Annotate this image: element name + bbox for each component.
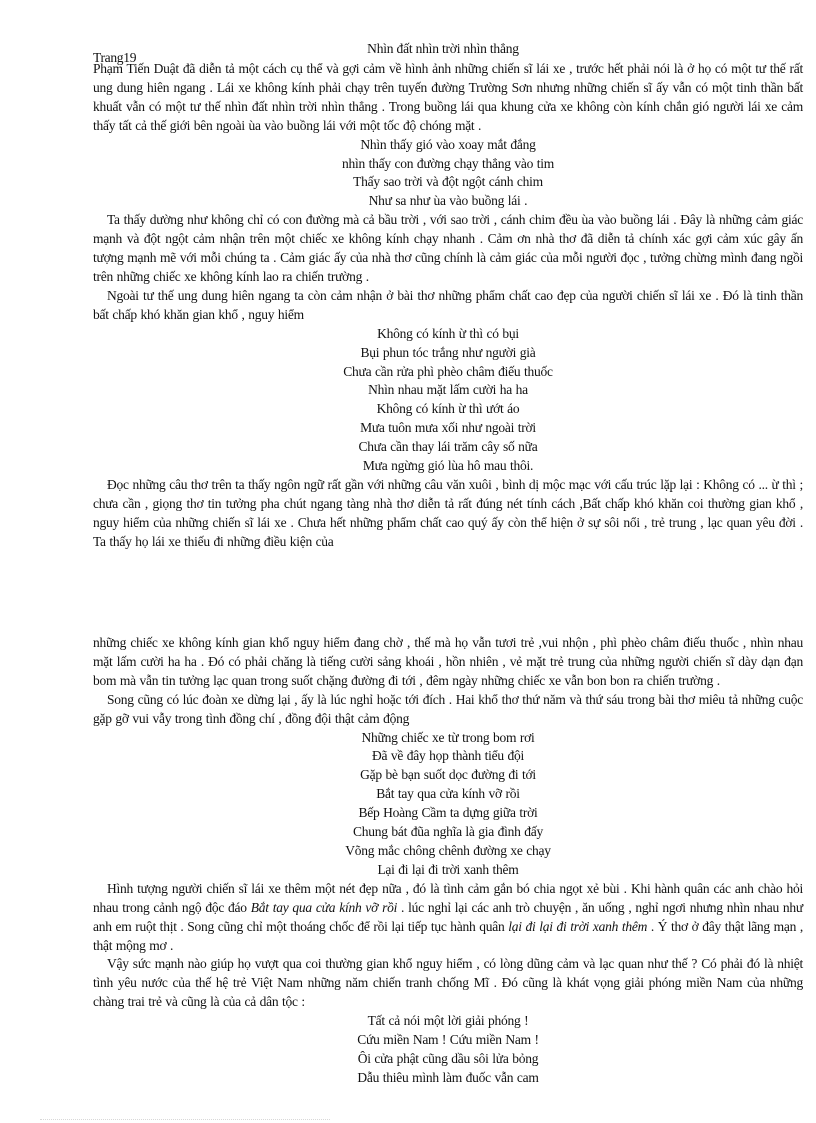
verse-line: Mưa ngừng gió lùa hô mau thôi. (362, 458, 534, 474)
paragraph-image-text: Hình tượng người chiến sĩ lái xe thêm một nét đẹp nữa , đó là tình cảm gắn bó chia ngọt xẻ bùi . Khi hành quân các anh chào hỏi nhau trong cảnh ngộ độc đáo (93, 880, 803, 915)
verse-line: Bếp Hoàng Cầm ta dựng giữa trời (358, 805, 538, 821)
verse-line: Thấy sao trời và đột ngột cánh chim (353, 174, 543, 190)
paragraph-comrades: Song cũng có lúc đoàn xe dừng lại , ấy là lúc nghỉ hoặc tới đích . Hai khổ thơ thứ năm và thứ sáu trong bài thơ miêu tả những cuộc gặp gỡ vui vẫy trong tình đồng chí , đồng đội thật cảm động (93, 691, 803, 726)
quote-emphasis: Bắt tay qua cửa kính vỡ rồi (250, 899, 398, 915)
verse-line: Những chiếc xe từ trong bom rơi (361, 729, 535, 745)
verse-line: Lại đi lại đi trời xanh thêm (377, 861, 519, 877)
verse-line: Chưa cần rửa phì phèo châm điếu thuốc (343, 363, 553, 379)
paragraph-feeling: Ta thấy dường như không chỉ có con đường mà cả bầu trời , với sao trời , cánh chim đều ùa vào buồng lái . Đây là những cảm giác mạnh và đột ngột cảm nhận trên một chiếc xe không kính chạy nhanh . Cảm ơn nhà thơ đã diễn tả chính xác gợi cảm xúc gây ấn tượng mạnh mẽ với mỗi chúng ta . Cảm giác ấy của nhà thơ cũng chính là cảm giác của mỗi người đọc , tưởng chừng mình đang ngồi trên những chiếc xe không kính lao ra chiến trường . (93, 212, 803, 284)
verse-line: Đã về đây họp thành tiểu đội (372, 748, 524, 764)
paragraph-image (93, 880, 803, 956)
verse-line: Chung bát đũa nghĩa là gia đình đấy (352, 824, 544, 840)
verse-line: nhìn thấy con đường chạy thẳng vào tim (341, 155, 555, 171)
paragraph-image-text: . lúc nghỉ lại các anh trò chuyện , ăn uống , nghỉ ngơi nhưng nhìn nhau như anh em ruột thịt . Song cũng chỉ một thoáng chốc để rồi lại tiếp tục hành quân (93, 899, 803, 934)
verse-line: Dẫu thiêu mình làm đuốc vẫn cam (357, 1069, 539, 1085)
section-title: Nhìn đất nhìn trời nhìn thẳng (367, 41, 519, 56)
verse-line: Ôi cửa phật cũng dầu sôi lửa bỏng (357, 1050, 539, 1066)
verse-line: Tất cả nói một lời giải phóng ! (367, 1013, 529, 1029)
footer-divider (40, 1119, 330, 1120)
verse-line: Gặp bè bạn suốt dọc đường đi tới (360, 767, 536, 783)
text-block-2 (93, 634, 803, 1088)
verse-line: Cứu miền Nam ! Cứu miền Nam ! (357, 1032, 539, 1048)
verse-line: Bắt tay qua cửa kính vỡ rồi (376, 786, 520, 802)
verse-line: Chưa cần thay lái trăm cây số nữa (358, 439, 538, 455)
paragraph-intro: Phạm Tiến Duật đã diễn tả một cách cụ thể và gợi cảm về hình ảnh những chiến sĩ lái xe , trước hết phải nói là ở họ có một tư thế rất ung dung hiên ngang . Lái xe không kính phải chạy trên tuyến đường Trường Sơn nhưng những chiến sĩ ấy vẫn có một tinh thần bất khuất vẫn có một tư thế nhìn đất nhìn trời nhìn thẳng . Trong buồng lái qua khung cửa xe không còn kính chắn gió người lái xe cảm thấy tất cả thế giới bên ngoài ùa vào buồng lái với một tốc độ chóng mặt . (93, 61, 803, 133)
verse-line: Bụi phun tóc trắng như người già (360, 344, 536, 360)
paragraph-qualities: Ngoài tư thế ung dung hiên ngang ta còn cảm nhận ở bài thơ những phẩm chất cao đẹp của người chiến sĩ lái xe . Đó là tinh thần bất chấp khó khăn gian khổ , nguy hiểm (93, 287, 803, 322)
verse-line: Võng mắc chông chênh đường xe chạy (345, 842, 551, 858)
paragraph-strength: Vậy sức mạnh nào giúp họ vượt qua coi thường gian khổ nguy hiểm , có lòng dũng cảm và lạc quan như thế ? Có phải đó là nhiệt tình yêu nước của thế hệ trẻ Việt Nam những năm chiến tranh chống Mĩ . Đó cũng là khát vọng giải phóng miền Nam của những chàng trai trẻ và cũng là của cả dân tộc : (93, 956, 803, 1010)
page-header (93, 41, 793, 65)
quote-emphasis: lại đi lại đi trời xanh thêm (508, 918, 648, 934)
verse-line: Không có kính ừ thì ướt áo (376, 401, 520, 417)
verse-line: Nhìn nhau mặt lấm cười ha ha (368, 382, 528, 398)
page-number-label: Trang19 (93, 50, 137, 65)
paragraph-continue: những chiếc xe không kính gian khổ nguy hiểm đang chờ , thế mà họ vẫn tươi trẻ ,vui nhộn , phì phèo châm điếu thuốc , nhìn nhau mặt lấm cười ha ha . Đó có phải chăng là tiếng cười sảng khoái , hồn nhiên , vẻ mặt trẻ trung của những người chiến sĩ dày dạn đạn bom mà vẫn tin tưởng lạc quan trong suốt chặng đường đi tới , đêm ngày những chiếc xe vẫn bon bon ra chiến trường . (93, 635, 803, 688)
verse-line: Không có kính ừ thì có bụi (377, 325, 519, 341)
paragraph-image-text: . Ý thơ ở đây thật lãng mạn , thật mộng mơ . (93, 918, 804, 953)
text-block-1 (93, 60, 803, 552)
paragraph-reading: Đọc những câu thơ trên ta thấy ngôn ngữ rất gần với những câu văn xuôi , bình dị mộc mạc với cấu trúc lặp lại : Không có ... ừ thì ; chưa cần , giọng thơ tin tưởng pha chút ngang tàng nhà thơ diễn tả rất đúng nét tính cách ,Bất chấp khó khăn coi thường gian khổ , nguy hiểm của những chiến sĩ lái xe . Chưa hết những phẩm chất cao quý ấy còn thể hiện ở sự sôi nổi , trẻ trung , lạc quan yêu đời . Ta thấy họ lái xe thiếu đi những điều kiện của (93, 476, 803, 549)
verse-line: Mưa tuôn mưa xối như ngoài trời (360, 420, 536, 436)
verse-line: Như sa như ùa vào buồng lái . (368, 193, 528, 209)
verse-line: Nhìn thấy gió vào xoay mắt đắng (360, 136, 536, 152)
